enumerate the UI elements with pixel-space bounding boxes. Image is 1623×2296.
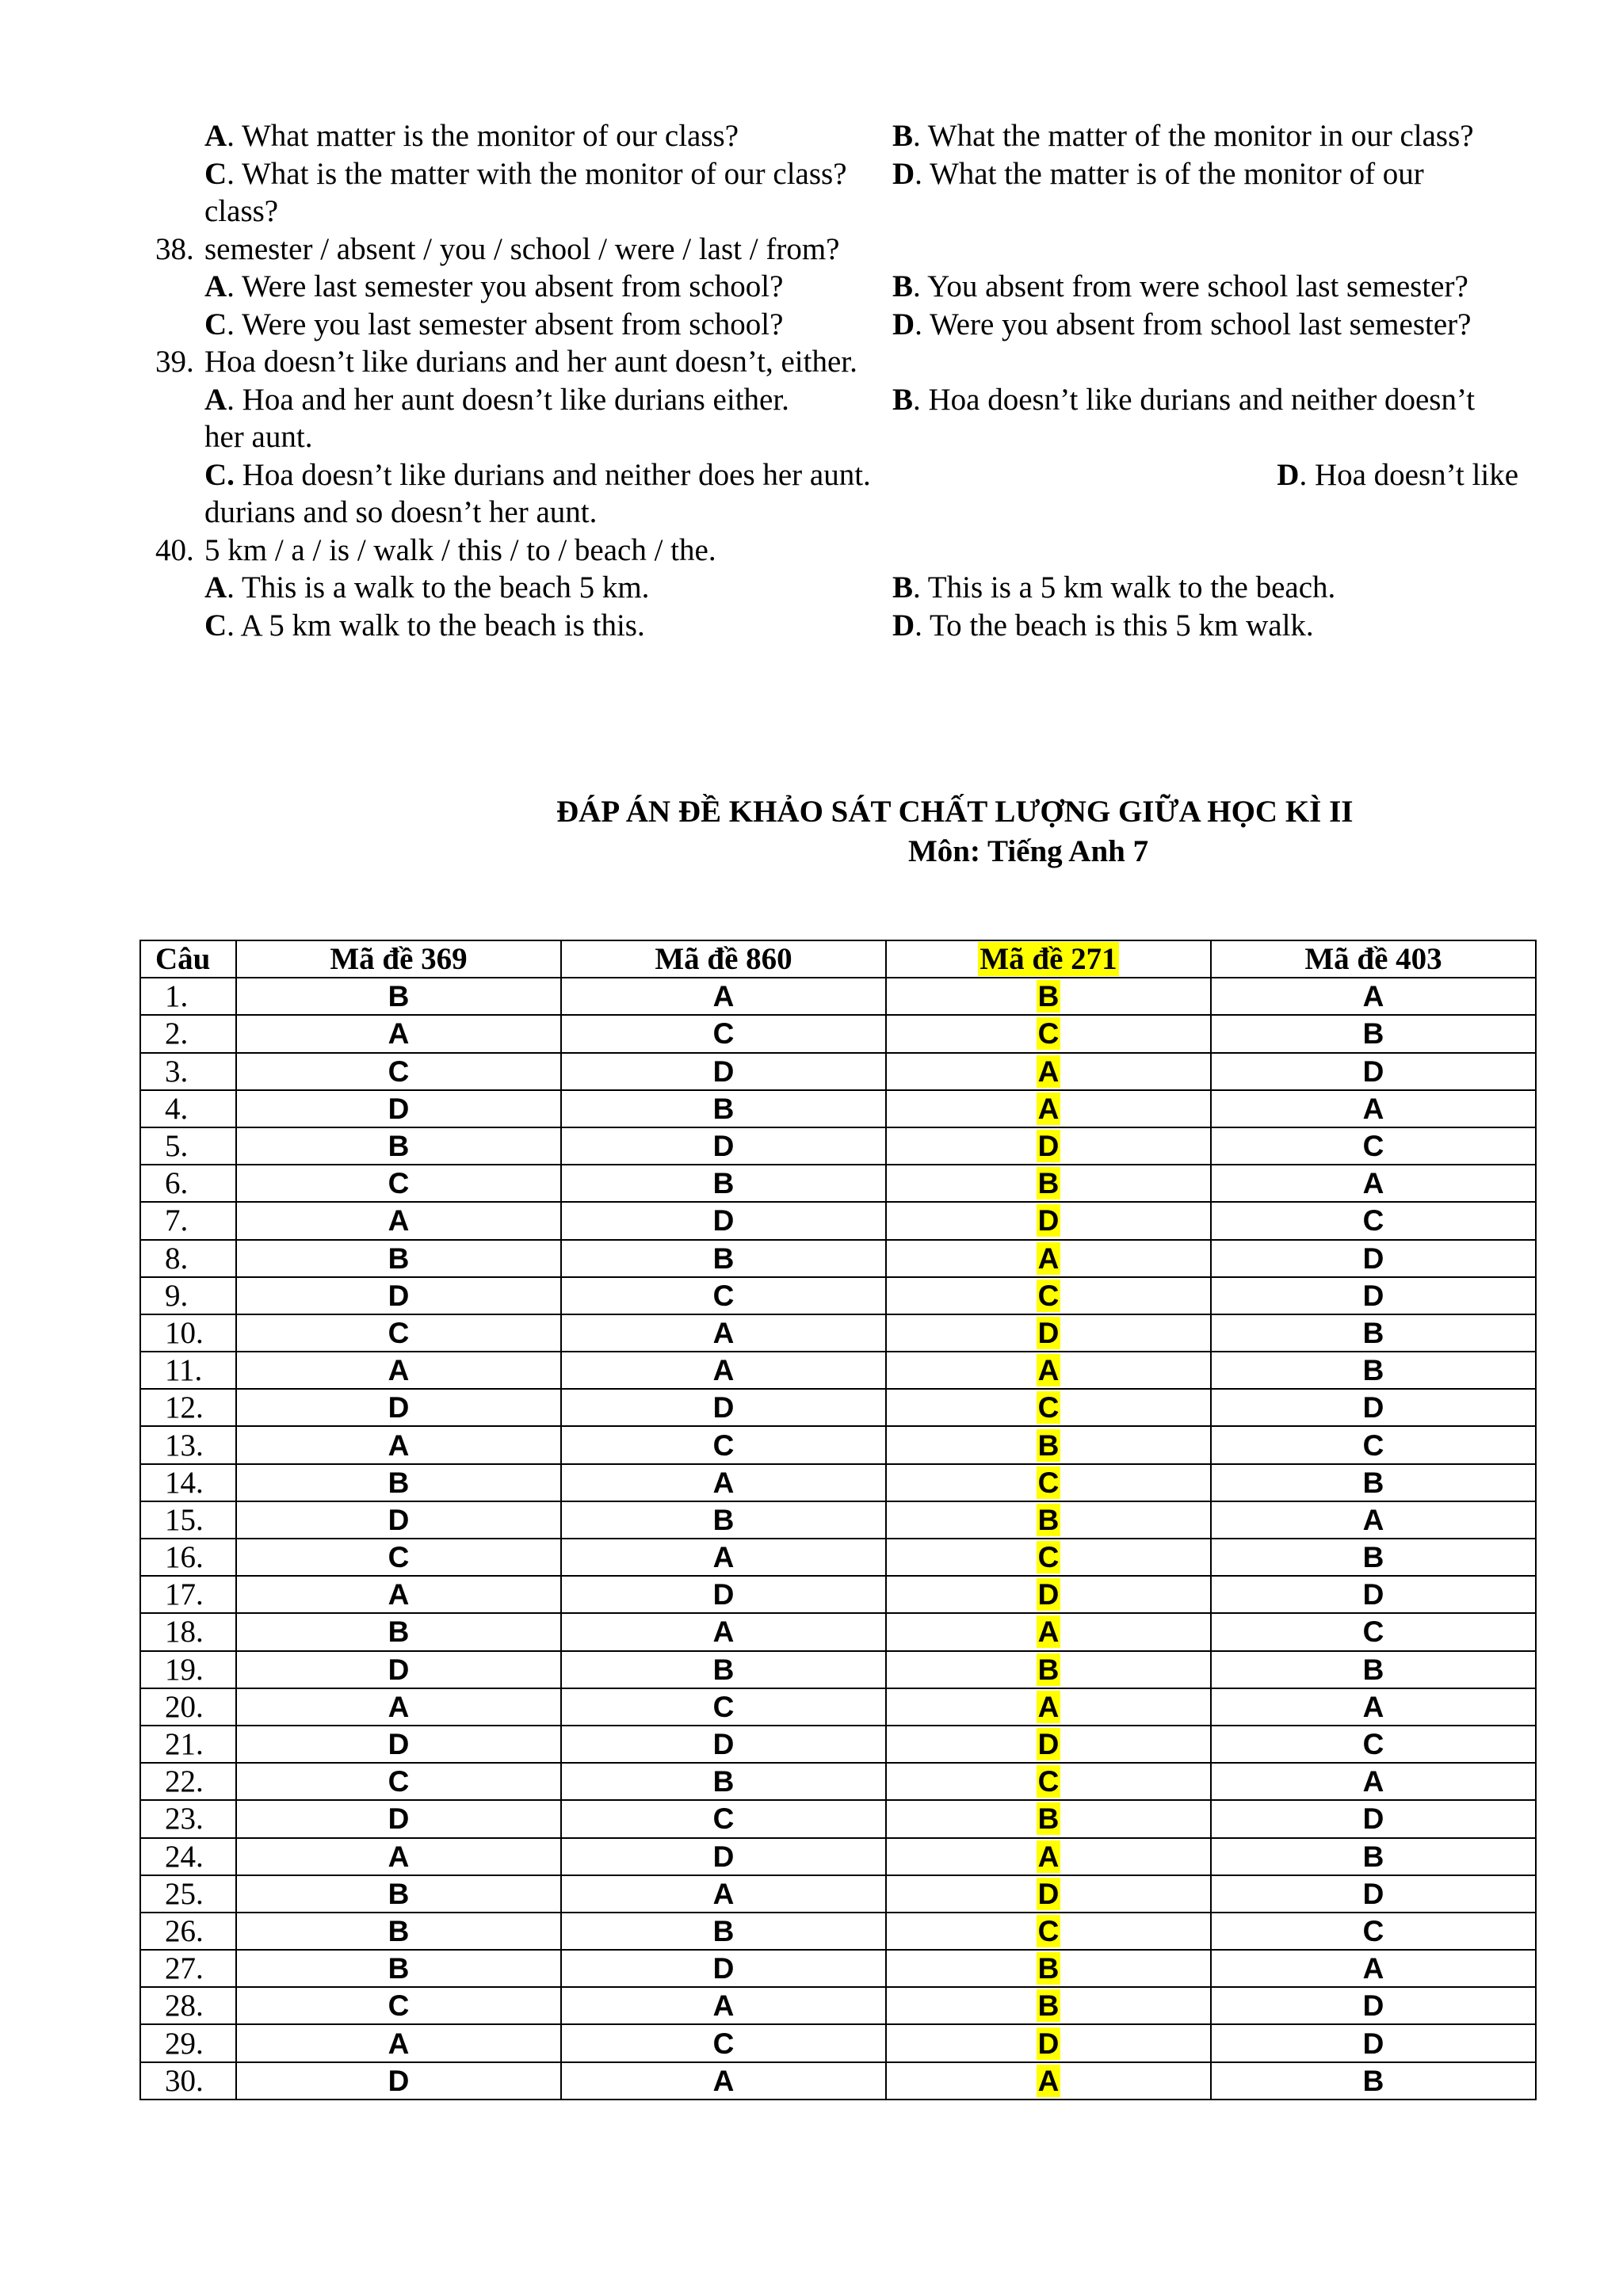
answer-key-subtitle: Môn: Tiếng Anh 7 (908, 834, 1149, 868)
highlighted-answer: B (1037, 1952, 1060, 1985)
answer-cell (886, 1838, 1211, 1875)
answer-cell: B (561, 1763, 886, 1800)
answer-cell: A (561, 1987, 886, 2024)
table-row (140, 1090, 1536, 1127)
question-number: 39. (155, 345, 194, 379)
table-row (140, 1913, 1536, 1950)
option-row (155, 268, 1518, 306)
option (892, 117, 1474, 155)
highlighted-answer: B (1037, 980, 1060, 1013)
answer-cell: B (236, 1875, 561, 1913)
answer-cell: D (1211, 1576, 1536, 1613)
answer-cell: A (561, 1352, 886, 1389)
question (155, 532, 1518, 645)
option-letter: B (892, 269, 914, 303)
answer-cell: B (561, 1090, 886, 1127)
table-row (140, 1613, 1536, 1650)
highlighted-answer: D (1037, 1578, 1060, 1611)
highlighted-answer: A (1037, 1354, 1060, 1387)
option (892, 607, 1314, 645)
option-text: . You absent from were school last semester? (913, 269, 1468, 303)
question-text: 5 km / a / is / walk / this / to / beach / the. (204, 532, 716, 567)
answer-cell: C (561, 1688, 886, 1726)
highlighted-answer: B (1037, 1989, 1060, 2023)
question-number-cell: 2. (140, 1015, 236, 1052)
option-row (155, 155, 1518, 193)
table-row (140, 1987, 1536, 2024)
answer-cell: A (236, 1576, 561, 1613)
answer-cell: A (236, 1426, 561, 1463)
answer-cell: D (561, 1053, 886, 1090)
answer-cell (886, 1015, 1211, 1052)
option-row (155, 569, 1518, 607)
answer-cell: B (236, 1913, 561, 1950)
option-text: . A 5 km walk to the beach is this. (227, 608, 645, 643)
answer-cell: D (236, 1090, 561, 1127)
answer-cell: D (561, 1576, 886, 1613)
question-number-cell: 28. (140, 1987, 236, 2024)
option-text: . Were you last semester absent from school? (227, 307, 784, 341)
answer-cell: B (1211, 1651, 1536, 1688)
header-ma-de-369: Mã đề 369 (236, 940, 561, 978)
table-row (140, 1875, 1536, 1913)
answer-cell: B (236, 1613, 561, 1650)
answer-cell: D (561, 1838, 886, 1875)
table-row (140, 1389, 1536, 1426)
question-number: 40. (155, 532, 194, 567)
answer-cell: C (1211, 1726, 1536, 1763)
option-row (155, 607, 1518, 645)
answer-cell: B (561, 1240, 886, 1277)
question-number-cell: 16. (140, 1539, 236, 1576)
answer-cell: B (1211, 1539, 1536, 1576)
option (204, 268, 783, 306)
answer-cell: B (561, 1913, 886, 1950)
highlighted-answer: A (1037, 1615, 1060, 1649)
table-row (140, 1950, 1536, 1987)
highlighted-answer: D (1037, 1877, 1060, 1910)
highlighted-answer: A (1037, 1241, 1060, 1275)
answer-cell: B (1211, 1015, 1536, 1052)
answer-cell (886, 1763, 1211, 1800)
answer-cell: B (1211, 1464, 1536, 1501)
answer-cell: D (236, 1389, 561, 1426)
answer-cell: C (561, 1800, 886, 1837)
option-letter: C (204, 307, 227, 341)
option (204, 456, 871, 494)
answer-cell: A (236, 1015, 561, 1052)
answer-cell: A (561, 1464, 886, 1501)
option-row (155, 306, 1518, 344)
answer-cell: B (236, 978, 561, 1015)
answer-cell: C (561, 1277, 886, 1314)
answer-cell: D (236, 1501, 561, 1539)
table-row (140, 1352, 1536, 1389)
answer-cell: D (1211, 1875, 1536, 1913)
answer-cell: D (561, 1950, 886, 1987)
answer-cell: B (561, 1165, 886, 1202)
answer-cell (886, 1389, 1211, 1426)
answer-cell: B (236, 1240, 561, 1277)
option (892, 381, 1475, 419)
option-row (155, 456, 1518, 494)
question-number-cell: 27. (140, 1950, 236, 1987)
option-letter: B (892, 570, 914, 605)
option (204, 306, 783, 344)
answer-cell: D (561, 1726, 886, 1763)
highlighted-answer: D (1037, 1130, 1060, 1163)
answer-cell: B (1211, 1314, 1536, 1352)
question (155, 343, 1518, 532)
question-stem (155, 231, 1518, 269)
option-text: . Were you absent from school last semester? (915, 307, 1472, 341)
question-stem (155, 343, 1518, 381)
answer-cell: C (236, 1763, 561, 1800)
answer-cell: A (1211, 1090, 1536, 1127)
answer-cell (886, 1053, 1211, 1090)
highlighted-answer: C (1037, 1466, 1060, 1499)
wrapped-line (155, 193, 1518, 231)
highlighted-answer: D (1037, 1316, 1060, 1349)
answer-cell: B (1211, 1352, 1536, 1389)
answer-cell: A (1211, 1950, 1536, 1987)
answer-cell (886, 1987, 1211, 2024)
answer-cell: C (236, 1053, 561, 1090)
answer-cell: D (236, 1277, 561, 1314)
answer-cell: D (1211, 1389, 1536, 1426)
question-text: Hoa doesn’t like durians and her aunt doesn’t, either. (204, 345, 857, 379)
option-text: . What the matter is of the monitor of our (915, 156, 1424, 191)
question-number-cell: 11. (140, 1352, 236, 1389)
answer-cell: D (236, 1651, 561, 1688)
wrapped-text: her aunt. (204, 420, 313, 454)
table-row (140, 1277, 1536, 1314)
answer-cell: C (561, 1426, 886, 1463)
option-letter: B (892, 119, 914, 153)
answer-cell: A (561, 1314, 886, 1352)
option-letter: A (204, 382, 227, 417)
option-text: . This is a 5 km walk to the beach. (913, 570, 1336, 605)
highlighted-answer: D (1037, 1728, 1060, 1761)
wrapped-line (155, 418, 1518, 456)
highlighted-answer: A (1037, 1092, 1060, 1125)
answer-cell (886, 1688, 1211, 1726)
highlighted-answer: A (1037, 2064, 1060, 2097)
answer-cell: A (561, 1613, 886, 1650)
question-stem (155, 532, 1518, 570)
highlighted-answer: A (1037, 1690, 1060, 1723)
answer-cell: D (1211, 1277, 1536, 1314)
option (204, 607, 645, 645)
question-number-cell: 22. (140, 1763, 236, 1800)
answer-cell: D (236, 1800, 561, 1837)
question-number-cell: 8. (140, 1240, 236, 1277)
table-row (140, 1314, 1536, 1352)
answer-cell: B (236, 1127, 561, 1165)
answer-cell: A (236, 1352, 561, 1389)
option (892, 569, 1335, 607)
answer-cell: A (1211, 1688, 1536, 1726)
answer-cell: B (1211, 2062, 1536, 2100)
option (892, 155, 1424, 193)
highlighted-answer: C (1037, 1765, 1060, 1798)
question-number-cell: 12. (140, 1389, 236, 1426)
question-number-cell: 7. (140, 1202, 236, 1239)
table-row (140, 1651, 1536, 1688)
question-number-cell: 1. (140, 978, 236, 1015)
answer-cell: D (561, 1202, 886, 1239)
question-number-cell: 21. (140, 1726, 236, 1763)
answer-cell: A (236, 2024, 561, 2061)
wrapped-text: class? (204, 194, 279, 228)
question-number-cell: 3. (140, 1053, 236, 1090)
answer-cell (886, 1613, 1211, 1650)
answer-cell (886, 1950, 1211, 1987)
answer-cell: C (236, 1165, 561, 1202)
answer-cell: C (1211, 1613, 1536, 1650)
answer-cell: B (1211, 1838, 1536, 1875)
option (204, 155, 847, 193)
answer-cell: C (1211, 1202, 1536, 1239)
answer-cell: A (1211, 1165, 1536, 1202)
highlighted-answer: B (1037, 1653, 1060, 1686)
question (155, 117, 1518, 231)
table-row (140, 1501, 1536, 1539)
question-text: semester / absent / you / school / were / last / from? (204, 231, 840, 266)
answer-cell: C (236, 1987, 561, 2024)
option-text: . What matter is the monitor of our class? (227, 119, 739, 153)
option-text: . Hoa doesn’t like durians and neither doesn’t (913, 382, 1476, 417)
question-number-cell: 5. (140, 1127, 236, 1165)
answer-cell: C (236, 1314, 561, 1352)
option-letter: D (892, 307, 915, 341)
answer-cell: A (561, 1875, 886, 1913)
option-letter: A (204, 119, 227, 153)
answer-cell: A (1211, 978, 1536, 1015)
question-number-cell: 18. (140, 1613, 236, 1650)
answer-cell (886, 1576, 1211, 1613)
answer-cell (886, 1127, 1211, 1165)
answer-cell (886, 1651, 1211, 1688)
header-ma-de-860: Mã đề 860 (561, 940, 886, 978)
highlighted-answer: C (1037, 1017, 1060, 1051)
answer-cell (886, 1501, 1211, 1539)
answer-cell (886, 1464, 1211, 1501)
option-text: . Hoa and her aunt doesn’t like durians either. (227, 382, 789, 417)
answer-cell: A (236, 1838, 561, 1875)
answer-cell (886, 1165, 1211, 1202)
highlighted-answer: C (1037, 1914, 1060, 1947)
header-cau: Câu (140, 940, 236, 978)
question-number-cell: 25. (140, 1875, 236, 1913)
option-letter: B (892, 382, 914, 417)
answer-cell: C (1211, 1913, 1536, 1950)
option-letter: A (204, 570, 227, 605)
option-letter: D (1277, 457, 1300, 492)
answer-cell (886, 1426, 1211, 1463)
table-row (140, 1127, 1536, 1165)
table-row (140, 2024, 1536, 2061)
answer-cell: A (561, 978, 886, 1015)
table-row (140, 1426, 1536, 1463)
option-text: . Hoa doesn’t like (1299, 457, 1518, 492)
table-row (140, 1838, 1536, 1875)
answer-cell (886, 1202, 1211, 1239)
question-number-cell: 14. (140, 1464, 236, 1501)
question-number-cell: 4. (140, 1090, 236, 1127)
option-row (155, 381, 1518, 419)
answer-cell: B (236, 1950, 561, 1987)
answer-cell (886, 1277, 1211, 1314)
highlighted-answer: B (1037, 1802, 1060, 1836)
question-number-cell: 6. (140, 1165, 236, 1202)
header-ma-de-271 (886, 940, 1211, 978)
answer-cell (886, 1726, 1211, 1763)
table-row (140, 1539, 1536, 1576)
highlighted-answer: B (1037, 1503, 1060, 1536)
option-text: . What is the matter with the monitor of our class? (227, 156, 847, 191)
question-number-cell: 17. (140, 1576, 236, 1613)
table-row (140, 1726, 1536, 1763)
answer-cell (886, 1875, 1211, 1913)
table-row (140, 1240, 1536, 1277)
question-number-cell: 10. (140, 1314, 236, 1352)
option-letter: C (204, 156, 227, 191)
option-text: . To the beach is this 5 km walk. (915, 608, 1314, 643)
option (204, 569, 649, 607)
question-number-cell: 23. (140, 1800, 236, 1837)
answer-cell: C (1211, 1127, 1536, 1165)
answer-cell: D (236, 1726, 561, 1763)
table-row (140, 1165, 1536, 1202)
answer-cell: A (1211, 1501, 1536, 1539)
answer-cell: B (561, 1501, 886, 1539)
answer-cell (886, 1352, 1211, 1389)
highlighted-header: Mã đề 271 (980, 942, 1117, 977)
option-letter: D (892, 156, 915, 191)
answer-cell: A (236, 1688, 561, 1726)
answer-cell: D (1211, 2024, 1536, 2061)
question-number-cell: 26. (140, 1913, 236, 1950)
option-text: . What the matter of the monitor in our class? (913, 119, 1474, 153)
answer-cell: C (561, 1015, 886, 1052)
answer-cell: D (561, 1389, 886, 1426)
question-number-cell: 29. (140, 2024, 236, 2061)
table-row (140, 1763, 1536, 1800)
highlighted-answer: D (1037, 2027, 1060, 2060)
answer-cell (886, 1913, 1211, 1950)
table-row (140, 1464, 1536, 1501)
table-row (140, 1688, 1536, 1726)
wrapped-text: durians and so doesn’t her aunt. (204, 495, 598, 529)
table-row (140, 1202, 1536, 1239)
option-letter: C (204, 608, 227, 643)
highlighted-answer: A (1037, 1840, 1060, 1873)
question-number-cell: 30. (140, 2062, 236, 2100)
answer-cell: B (236, 1464, 561, 1501)
answer-cell (886, 2062, 1211, 2100)
highlighted-answer: A (1037, 1055, 1060, 1088)
table-header-row (140, 940, 1536, 978)
answer-cell: D (1211, 1053, 1536, 1090)
table-row (140, 1053, 1536, 1090)
question (155, 231, 1518, 344)
answer-cell: B (561, 1651, 886, 1688)
answer-cell: D (236, 2062, 561, 2100)
answer-cell (886, 978, 1211, 1015)
option (1277, 456, 1518, 494)
answer-key-title: ĐÁP ÁN ĐỀ KHẢO SÁT CHẤT LƯỢNG GIỮA HỌC KÌ II (556, 795, 1354, 829)
answer-cell: C (561, 2024, 886, 2061)
answer-cell: D (1211, 1240, 1536, 1277)
highlighted-answer: C (1037, 1279, 1060, 1312)
highlighted-answer: B (1037, 1428, 1060, 1462)
table-row (140, 2062, 1536, 2100)
question-number-cell: 9. (140, 1277, 236, 1314)
answer-cell: D (1211, 1987, 1536, 2024)
option (204, 381, 789, 419)
highlighted-answer: B (1037, 1167, 1060, 1200)
option (204, 117, 739, 155)
answer-cell (886, 1090, 1211, 1127)
option-letter: D (892, 608, 915, 643)
answer-cell (886, 1800, 1211, 1837)
answer-cell: A (561, 2062, 886, 2100)
option (892, 306, 1471, 344)
option (892, 268, 1468, 306)
option-row (155, 117, 1518, 155)
answer-cell (886, 1240, 1211, 1277)
header-ma-de-403: Mã đề 403 (1211, 940, 1536, 978)
answer-key-table (139, 940, 1537, 2100)
highlighted-answer: C (1037, 1541, 1060, 1574)
option-text: . This is a walk to the beach 5 km. (227, 570, 650, 605)
option-letter: C. (204, 457, 235, 492)
answer-cell: D (1211, 1800, 1536, 1837)
question-number-cell: 19. (140, 1651, 236, 1688)
question-number-cell: 13. (140, 1426, 236, 1463)
question-number-cell: 24. (140, 1838, 236, 1875)
answer-cell (886, 2024, 1211, 2061)
question-list (155, 117, 1518, 644)
answer-cell (886, 1314, 1211, 1352)
answer-cell: C (236, 1539, 561, 1576)
option-text: . Were last semester you absent from school? (227, 269, 784, 303)
wrapped-line (155, 494, 1518, 532)
table-row (140, 978, 1536, 1015)
answer-cell: A (561, 1539, 886, 1576)
table-row (140, 1576, 1536, 1613)
option-letter: A (204, 269, 227, 303)
question-number: 38. (155, 231, 194, 266)
answer-cell: D (561, 1127, 886, 1165)
answer-cell: C (1211, 1426, 1536, 1463)
answer-cell (886, 1539, 1211, 1576)
table-row (140, 1800, 1536, 1837)
answer-cell: A (236, 1202, 561, 1239)
highlighted-answer: C (1037, 1391, 1060, 1425)
table-row (140, 1015, 1536, 1052)
answer-cell: A (1211, 1763, 1536, 1800)
question-number-cell: 15. (140, 1501, 236, 1539)
option-text: Hoa doesn’t like durians and neither does her aunt. (234, 457, 871, 492)
question-number-cell: 20. (140, 1688, 236, 1726)
highlighted-answer: D (1037, 1204, 1060, 1238)
